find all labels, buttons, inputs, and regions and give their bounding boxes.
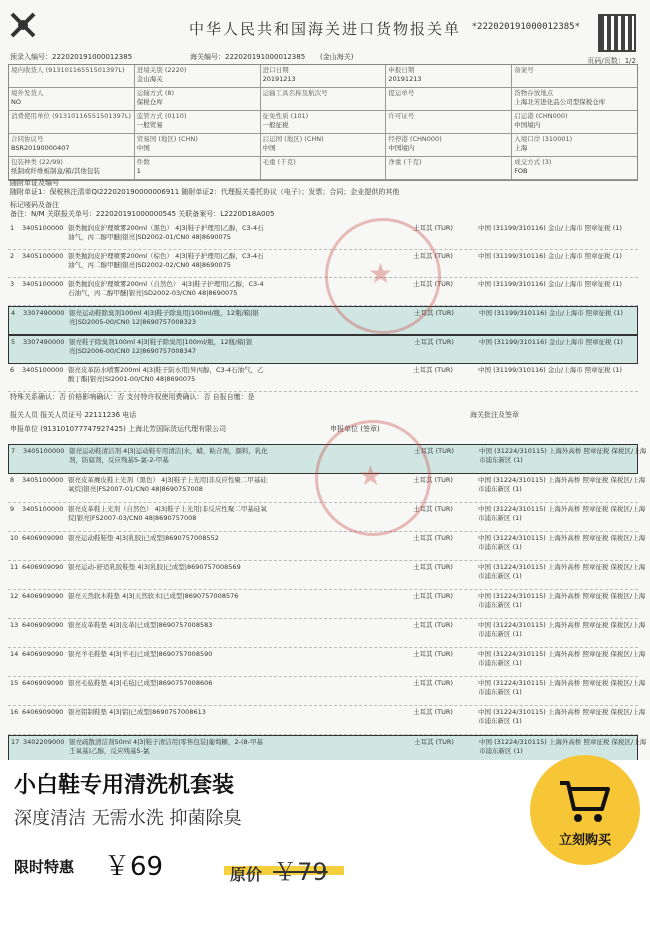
- item-origin: 土耳其 (TUR): [414, 338, 454, 346]
- header-cell-label: 成交方式 (3): [514, 158, 552, 166]
- document-title: 中华人民共和国海关进口货物报关单: [188, 20, 461, 38]
- header-cell-value: NO: [11, 98, 21, 106]
- item-description: 银类抛润皮护理喷雾200ml（黑色） 4|3|鞋子护理用|乙醇，C3-4石油气，丙二醇甲醚|银亮|SD2002-01/CN0 48|8690075: [68, 224, 264, 241]
- item-number: 2: [10, 252, 15, 260]
- header-cell: [512, 65, 637, 87]
- item-number: 4: [11, 309, 16, 317]
- item-hs-code: 6406909090: [22, 621, 64, 629]
- header-cell-label: 净重 (千克): [388, 158, 422, 166]
- header-cell-label: 件数: [136, 158, 150, 166]
- item-destination: 中国 (31224/310115) 上海外高桥 照章征税 保税区/上海市浦东新区 (1): [478, 650, 646, 667]
- item-destination: 中国 (31224/310115) 上海外高桥 照章征税 保税区/上海市浦东新区 (1): [478, 563, 646, 580]
- item-destination: 中国 (31224/310115) 上海外高桥 照章征税 保税区/上海市浦东新区 (1): [478, 708, 646, 725]
- item-description: 银亮疏散清洁剂50ml 4|3|鞋子清洁用|零售包装|葡萄糖，2-(8-甲基壬氧基)乙醇，反应残基5-氯: [69, 738, 264, 755]
- customs-port: (金山海关): [320, 53, 354, 61]
- item-description: 银亮运动鞋鞋垫 4|3|乳胶|已成型|8690757008552: [68, 534, 219, 542]
- item-destination: 中国 (31224/310115) 上海外高桥 照章征税 保税区/上海市浦东新区 (1): [478, 534, 646, 551]
- buy-now-button[interactable]: [530, 755, 640, 865]
- header-cell-label: 合同协议号: [11, 135, 44, 143]
- item-number: 12: [10, 592, 19, 600]
- header-cell: [261, 157, 387, 179]
- header-cell: [261, 65, 387, 87]
- item-hs-code: 3405100000: [22, 476, 64, 484]
- marks-label: 标记唛码及备注: [10, 201, 59, 209]
- header-cell-value: FOB: [514, 167, 528, 175]
- item-destination: 中国 (31224/310115) 上海外高桥 照章征税 保税区/上海市浦东新区 (1): [478, 592, 646, 609]
- header-cell-label: 许可证号: [388, 112, 415, 120]
- item-description: 银亮皮革鞋垫 4|3|皮革|已成型|8690757008583: [68, 621, 213, 629]
- item-description: 银亮铝制鞋垫 4|3|铝|已成型|8690757008613: [68, 708, 206, 716]
- header-cell: [135, 134, 261, 156]
- item-description: 银亮皮革麂皮鞋上光剂（黑色） 4|3|鞋子上光用|非反应性聚二甲基硅氧烷|银亮|FS2007-01/CN0 48|8690757008: [68, 476, 267, 493]
- header-cell: [261, 111, 387, 133]
- header-cell-value: 中国境内: [388, 144, 415, 152]
- item-hs-code: 3307490000: [23, 338, 65, 346]
- item-origin: 土耳其 (TUR): [413, 505, 453, 513]
- item-row: [8, 590, 646, 619]
- header-cell-value: 20191213: [388, 75, 422, 83]
- item-destination: 中国 (31224/310115) 上海外高桥 照章征税 保税区/上海市浦东新区 (1): [478, 476, 646, 493]
- item-destination: 中国 (31224/310115) 上海外高桥 照章征税 保税区/上海市浦东新区 (1): [478, 505, 646, 522]
- shopping-cart-icon: [556, 777, 612, 825]
- header-cell: [386, 157, 512, 179]
- header-cell: [261, 88, 387, 110]
- header-cell-label: 运输方式 (8): [136, 89, 175, 97]
- item-hs-code: 3405100000: [22, 252, 64, 260]
- header-cell-label: 境外发货人: [11, 89, 44, 97]
- red-seal-stamp: [315, 420, 431, 536]
- original-price: ￥79: [273, 858, 328, 886]
- item-hs-code: 3405100000: [22, 224, 64, 232]
- declarer-signature: 申报单位 (签章): [330, 425, 380, 433]
- item-origin: 土耳其 (TUR): [414, 738, 454, 746]
- item-description: 银亮天然软木鞋垫 4|3|天然软木|已成型|8690757008576: [68, 592, 239, 600]
- header-cell: [512, 111, 637, 133]
- item-row: [8, 706, 646, 735]
- item-number: 1: [10, 224, 15, 232]
- item-row: [8, 278, 638, 306]
- item-number: 7: [11, 447, 16, 455]
- declaration-confirmations: 特殊关系确认：否 价格影响确认：否 支付特许权使用费确认：否 自报自缴：是: [10, 393, 255, 401]
- header-cell-value: 金山海关: [136, 75, 163, 83]
- item-description: 银类抛润皮护理喷雾200ml（棕色） 4|3|鞋子护理用|乙醇，C3-4石油气，丙二醇甲醚|银亮|SD2002-02/CN0 48|8690075: [68, 252, 264, 269]
- item-row: [8, 222, 638, 250]
- item-row: [8, 619, 646, 648]
- item-origin: 土耳其 (TUR): [414, 309, 454, 317]
- item-number: 17: [11, 738, 20, 746]
- item-hs-code: 3405100000: [22, 505, 64, 513]
- declaring-company: 申报单位 (913101077747927425) 上海北芳国际货运代理有限公司: [10, 425, 227, 433]
- preentry-number: 预录入编号：222020191000012385: [10, 53, 133, 61]
- item-origin: 土耳其 (TUR): [413, 592, 453, 600]
- item-row: [8, 735, 647, 760]
- item-destination: 中国 (31199/310116) 金山/上海市 照章征税 (1): [478, 366, 622, 374]
- header-cell-label: 进境关别 (2220): [136, 66, 187, 74]
- item-description: 银亮运动鞋清洁剂 4|3|运动鞋专用清洁|水，蜡，粘合剂，颜料，乳化剂，防腐剂，反应残基5-氯-2-甲基: [69, 447, 268, 464]
- header-cell-value: 中国: [262, 144, 276, 152]
- item-destination: 中国 (31224/310115) 上海外高桥 照章征税 保税区/上海市浦东新区 (1): [478, 621, 646, 638]
- header-grid: [8, 64, 638, 181]
- header-row: [9, 134, 637, 157]
- customs-number: 海关编号：222020191000012385: [190, 53, 306, 61]
- item-origin: 土耳其 (TUR): [414, 447, 454, 455]
- item-origin: 土耳其 (TUR): [413, 621, 453, 629]
- item-number: 3: [10, 280, 15, 288]
- header-cell-value: 保税仓库: [136, 98, 163, 106]
- item-hs-code: 6406909090: [22, 592, 64, 600]
- item-number: 8: [10, 476, 15, 484]
- header-cell-label: 启运国 (地区) (CHN): [262, 135, 324, 143]
- item-number: 11: [10, 563, 19, 571]
- promo-price-label: 限时特惠: [14, 858, 75, 876]
- product-subtitle: 深度清洁 无需水洗 抑菌除臭: [14, 808, 242, 829]
- header-row: [9, 65, 637, 88]
- item-origin: 土耳其 (TUR): [413, 280, 453, 288]
- item-number: 15: [10, 679, 19, 687]
- header-cell-value: 20191213: [262, 75, 296, 83]
- item-destination: 中国 (31199/310116) 金山/上海市 照章征税 (1): [479, 309, 623, 317]
- item-hs-code: 3405100000: [22, 280, 64, 288]
- header-cell-value: 一般贸易: [136, 121, 163, 129]
- item-destination: 中国 (31224/310115) 上海外高桥 照章征税 保税区/上海市浦东新区 (1): [478, 679, 646, 696]
- header-cell: [9, 134, 135, 156]
- header-row: [9, 157, 637, 180]
- item-destination: 中国 (31224/310115) 上海外高桥 照章征税 保税区/上海市浦东新区 (1): [479, 738, 647, 755]
- buy-now-label: 立刻购买: [558, 833, 611, 848]
- item-origin: 土耳其 (TUR): [413, 476, 453, 484]
- item-description: 银亮运动鞋除臭剂100ml 4|3|鞋子除臭用|100ml/瓶，12瓶/箱|银亮|SD2005-00/CN0 12|8690757008323: [69, 309, 259, 326]
- item-destination: 中国 (31199/310116) 金山/上海市 照章征税 (1): [478, 280, 622, 288]
- header-cell: [9, 88, 135, 110]
- page-number: 页码/页数：1/2: [587, 57, 636, 65]
- red-seal-stamp: [325, 218, 441, 334]
- item-number: 6: [10, 366, 15, 374]
- header-cell: [9, 157, 135, 179]
- header-cell: [135, 111, 261, 133]
- item-origin: 土耳其 (TUR): [413, 224, 453, 232]
- header-row: [9, 88, 637, 111]
- header-cell-label: 货物存放地点: [514, 89, 554, 97]
- item-description: 银亮毛毡鞋垫 4|3|毛毡|已成型|8690757008606: [68, 679, 213, 687]
- header-cell-label: 入境口岸 (310001): [514, 135, 573, 143]
- header-cell: [9, 111, 135, 133]
- item-row: [8, 648, 646, 677]
- header-cell-label: 贸易国 (地区) (CHN): [136, 135, 198, 143]
- header-cell: [386, 111, 512, 133]
- original-price-group: [230, 852, 328, 887]
- header-cell: [386, 65, 512, 87]
- promo-price: ￥69: [104, 852, 164, 882]
- item-hs-code: 6406909090: [22, 708, 64, 716]
- item-description: 银类抛润皮护理喷雾200ml（自然色） 4|3|鞋子护理用|乙醇，C3-4石油气，丙二醇甲醚|银亮|SD2002-03/CN0 48|8690075: [68, 280, 264, 297]
- header-cell-label: 消费使用单位 (91310116551501397L): [11, 112, 132, 120]
- item-number: 14: [10, 650, 19, 658]
- header-cell: [9, 65, 135, 87]
- attached-docs-text: 随附单证1：保税核注清单QI222020190000006911 随附单证2：代理报关委托协议（电子）；发票；合同；企业提供的其他: [10, 188, 400, 196]
- item-row: [8, 561, 646, 590]
- marks-text: 备注：N/M 关联报关单号：222020191000000545 关联备案号：L2220D18A005: [10, 210, 275, 218]
- item-description: 银亮皮革防水喷雾200ml 4|3|鞋子防水用|异丙醇，C3-4石油气，乙酸丁酯|银亮|SI2001-00/CN0 48|8690075: [68, 366, 264, 383]
- item-number: 5: [11, 338, 16, 346]
- item-row: [8, 532, 646, 561]
- original-price-label: 原价: [230, 865, 263, 884]
- product-title: 小白鞋专用清洗机套装: [14, 773, 235, 798]
- product-banner: [0, 760, 650, 939]
- item-number: 9: [10, 505, 15, 513]
- header-cell-label: 申报日期: [388, 66, 415, 74]
- item-description: 银亮羊毛鞋垫 4|3|羊毛|已成型|8690757008590: [68, 650, 213, 658]
- item-origin: 土耳其 (TUR): [413, 252, 453, 260]
- header-cell-label: 境内收货人 (91310116551501397L): [11, 66, 125, 74]
- header-cell: [135, 88, 261, 110]
- header-cell-label: 包装种类 (22/99): [11, 158, 63, 166]
- item-hs-code: 6406909090: [22, 650, 64, 658]
- item-hs-code: 3405100000: [23, 447, 65, 455]
- item-number: 13: [10, 621, 19, 629]
- item-description: 银亮皮革鞋上光剂（自然色） 4|3|鞋子上光用|非反应性聚二甲基硅氧烷|银亮|FS2007-03/CN0 48|8690757008: [68, 505, 267, 522]
- item-number: 16: [10, 708, 19, 716]
- item-origin: 土耳其 (TUR): [413, 650, 453, 658]
- header-row: [9, 111, 637, 134]
- customs-remark: 海关批注及签章: [470, 411, 519, 419]
- header-cell-label: 监管方式 (0110): [136, 112, 187, 120]
- header-cell: [135, 65, 261, 87]
- item-origin: 土耳其 (TUR): [413, 708, 453, 716]
- item-hs-code: 3307490000: [23, 309, 65, 317]
- item-hs-code: 3402209000: [23, 738, 65, 746]
- header-cell-value: BSR20190000407: [11, 144, 70, 152]
- document-number: *222020191000012385*: [471, 22, 580, 32]
- item-description: 银亮鞋子除臭剂100ml 4|3|鞋子除臭用|100ml/瓶，12瓶/箱|银亮|SD2006-00/CN0 12|8690757008347: [69, 338, 253, 355]
- item-origin: 土耳其 (TUR): [413, 563, 453, 571]
- header-cell-label: 运输工具名称及航次号: [262, 89, 328, 97]
- header-cell: [512, 88, 637, 110]
- item-origin: 土耳其 (TUR): [413, 366, 453, 374]
- header-cell-label: 经停港 (CHN000): [388, 135, 442, 143]
- header-cell-label: 毛重 (千克): [262, 158, 296, 166]
- header-cell: [386, 88, 512, 110]
- header-cell: [386, 134, 512, 156]
- attached-docs-label: 随附单证及编号: [10, 179, 59, 187]
- item-destination: 中国 (31224/310115) 上海外高桥 照章征税 保税区/上海市浦东新区 (1): [479, 447, 647, 464]
- header-cell: [512, 134, 637, 156]
- header-cell-label: 提运单号: [388, 89, 415, 97]
- declarant-info: 报关人员 报关人员证号 22111236 电话: [10, 411, 137, 419]
- item-row: [8, 306, 638, 335]
- item-destination: 中国 (31199/310116) 金山/上海市 照章征税 (1): [479, 338, 623, 346]
- item-row: [8, 335, 638, 364]
- header-cell-value: 上海: [514, 144, 528, 152]
- item-hs-code: 3405100000: [22, 366, 64, 374]
- header-cell-label: 备案号: [514, 66, 534, 74]
- header-cell: [135, 157, 261, 179]
- item-hs-code: 6406909090: [22, 563, 64, 571]
- item-origin: 土耳其 (TUR): [413, 534, 453, 542]
- item-number: 10: [10, 534, 19, 542]
- header-cell-value: 一般征税: [262, 121, 289, 129]
- header-cell: [261, 134, 387, 156]
- header-cell-value: 中国: [136, 144, 150, 152]
- item-description: 银亮运动-舒适乳胶鞋垫 4|3|乳胶|已成型|8690757008569: [68, 563, 241, 571]
- header-cell-label: 启运港 (CHN000): [514, 112, 568, 120]
- header-cell-value: 中国境内: [514, 121, 541, 129]
- item-destination: 中国 (31199/310116) 金山/上海市 照章征税 (1): [478, 224, 622, 232]
- qr-code-icon: [598, 14, 636, 52]
- header-cell-value: 1: [136, 167, 141, 175]
- item-hs-code: 6406909090: [22, 679, 64, 687]
- header-cell-label: 征免性质 (101): [262, 112, 309, 120]
- item-destination: 中国 (31199/310116) 金山/上海市 照章征税 (1): [478, 252, 622, 260]
- header-cell-label: 进口日期: [262, 66, 289, 74]
- item-row: [8, 364, 638, 392]
- header-cell-value: 纸制或纤维板制盒/箱/其他包装: [11, 167, 100, 175]
- item-row: [8, 250, 638, 278]
- item-hs-code: 6406909090: [22, 534, 64, 542]
- item-row: [8, 677, 646, 706]
- header-cell: [512, 157, 637, 179]
- header-cell-value: 上海北芳进化品公司型保税仓库: [514, 98, 606, 106]
- item-list-1: [8, 222, 638, 392]
- item-origin: 土耳其 (TUR): [413, 679, 453, 687]
